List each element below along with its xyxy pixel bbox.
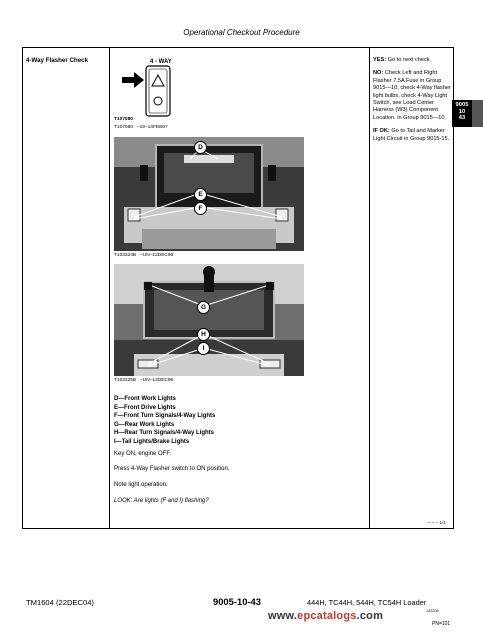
- tab-line-2: 10: [458, 109, 466, 115]
- table-divider-left: [109, 47, 110, 529]
- flasher-switch-figure: [118, 55, 188, 117]
- callout-d: D: [194, 141, 207, 154]
- results-column: [373, 57, 453, 149]
- result-ifok-text: Go to Tail and Marker Light Circuit in Group 9015-15.: [373, 128, 450, 142]
- front-lights-photo-drawing: [114, 137, 304, 251]
- photo1-caption: [114, 253, 173, 258]
- photo2-caption-date: –UN–12DEC96: [140, 378, 174, 383]
- legend-item: I—Tail Lights/Brake Lights: [114, 438, 190, 445]
- result-yes-text: Go to next check.: [387, 57, 432, 63]
- legend-item: F—Front Turn Signals/4-Way Lights: [114, 413, 216, 420]
- lights-legend: [114, 395, 215, 447]
- switch-caption-code: T107080: [114, 125, 133, 130]
- section-tab: [452, 100, 472, 127]
- result-no: [373, 70, 453, 122]
- table-bottom-border: [22, 528, 454, 529]
- callout-i: I: [197, 342, 210, 355]
- legend-item: H—Rear Turn Signals/4-Way Lights: [114, 430, 215, 437]
- photo1-caption-date: –UN–12DEC96: [140, 253, 174, 258]
- tab-line-1: 9005: [455, 102, 469, 108]
- switch-code-top: T107080: [114, 117, 133, 122]
- footer-model-list: 444H, TC44H, 544H, TC54H Loader: [307, 598, 427, 607]
- result-no-text: Check Left and Right Flasher 7.5A Fuse in Group 9015—10, check 4-Way flasher light bulbs, check 4-Way Light Switch, see Load Center Harness (W3) Component Location. in Group 9015—10.: [373, 70, 451, 121]
- page-header-title: Operational Checkout Procedure: [183, 28, 300, 37]
- photo2-caption-code: T103325B: [114, 378, 137, 383]
- callout-e: E: [194, 188, 207, 201]
- callout-h: H: [197, 328, 210, 341]
- callout-g: G: [197, 301, 210, 314]
- flasher-switch-drawing: [118, 55, 188, 117]
- watermark-part3: .com: [356, 610, 384, 622]
- result-ifok-label: IF OK:: [373, 128, 390, 135]
- table-left-border: [22, 47, 23, 529]
- step-note-light: Note light operation.: [114, 482, 168, 488]
- footer-manual-id: TM1604 (22DEC04): [26, 598, 94, 607]
- result-yes-label: YES:: [373, 57, 387, 63]
- footer-small-code: 122204: [426, 609, 439, 613]
- result-yes: [373, 57, 453, 64]
- watermark: [268, 610, 383, 622]
- table-divider-right: [369, 47, 370, 529]
- front-lights-photo: [114, 137, 304, 251]
- footer-pn-code: PN=101: [432, 621, 451, 627]
- step-look: LOOK: Are lights (F and I) flashing?: [114, 498, 209, 504]
- table-top-border: [22, 47, 454, 48]
- section-tab-edge: [472, 100, 483, 127]
- watermark-part2: epcatalogs: [297, 610, 357, 622]
- switch-caption-date: –19–14FEB97: [136, 125, 168, 130]
- rear-lights-photo: [114, 264, 304, 376]
- legend-item: G—Rear Work Lights: [114, 421, 175, 428]
- result-ifok: [373, 128, 453, 143]
- check-title: 4-Way Flasher Check: [26, 57, 89, 64]
- callout-f: F: [194, 202, 207, 215]
- page-marker: – – – 1/1: [428, 520, 446, 525]
- legend-item: E—Front Drive Lights: [114, 404, 176, 411]
- rear-lights-photo-drawing: [114, 264, 304, 376]
- switch-caption: [114, 125, 168, 130]
- switch-label: 4 - WAY: [150, 59, 172, 65]
- step-press-switch: Press 4-Way Flasher switch to ON position.: [114, 466, 230, 472]
- step-key-on: Key ON, engine OFF.: [114, 451, 172, 457]
- photo1-caption-code: T103324B: [114, 253, 137, 258]
- legend-item: D—Front Work Lights: [114, 396, 176, 402]
- tab-line-3: 43: [458, 115, 466, 121]
- result-no-label: NO:: [373, 70, 384, 77]
- footer-page-number: 9005-10-43: [213, 596, 261, 607]
- watermark-part1: www.: [268, 610, 298, 622]
- photo2-caption: [114, 378, 173, 383]
